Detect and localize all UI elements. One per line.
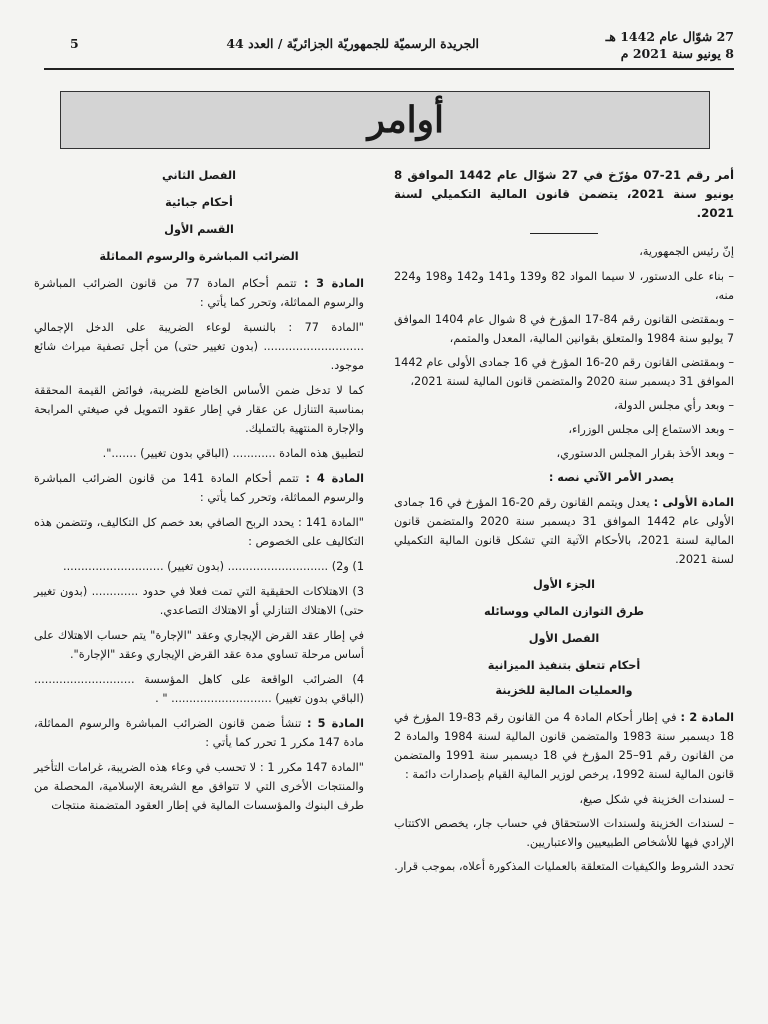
section-banner xyxy=(60,91,710,149)
article-1-text: يعدل ويتمم القانون رقم 20-16 المؤرخ في 16 جمادى الأولى عام 1442 الموافق 31 ديسمبر سنة 2020 والمتضمن قانون المالية لسنة 2021، بالأحكام الآتية التي تشكل قانون المالية التكميلي لسنة 2021. xyxy=(394,496,734,566)
heading-tax-provisions: أحكام جبائية xyxy=(165,196,233,209)
title-separator xyxy=(530,233,598,234)
article-2-closing: تحدد الشروط والكيفيات المتعلقة بالعمليات المذكورة أعلاه، بموجب قرار. xyxy=(394,860,734,873)
article-3-label: المادة 3 : xyxy=(303,277,365,290)
article-5-quote-1: "المادة 147 مكرر 1 : لا تحسب في وعاء هذه الضريبة، غرامات التأخير والمنتجات الأخرى التي لا تتوافق مع الشريعة الإسلامية، المحصلة من طرف البنوك والمؤسسات المالية في إطار العقود المتضمنة منتجات xyxy=(34,761,364,812)
header-date xyxy=(606,28,734,62)
article-1 xyxy=(394,493,734,569)
left-column xyxy=(34,166,364,821)
article-4-quote-2: 1) و2) ............................ (بدون تغيير) ............................ xyxy=(63,560,364,573)
header-date-hijri: 27 شوّال عام 1442 هـ xyxy=(605,29,734,44)
article-1-label: المادة الأولى : xyxy=(653,496,735,509)
article-4-quote-4: في إطار عقد القرض الإيجاري وعقد "الإجارة" يتم حساب الاهتلاك على أساس مرحلة تساوي مدة عقد القرض الإيجاري وعقد "الإجارة". xyxy=(34,629,364,661)
heading-financial-means: طرق التوازن المالي ووسائله xyxy=(483,605,645,618)
heading-chapter-2: الفصل الثاني xyxy=(161,169,237,182)
article-4 xyxy=(34,469,364,507)
banner-title: أوامر xyxy=(367,99,444,141)
article-2 xyxy=(394,708,734,784)
page-header xyxy=(44,26,734,66)
header-date-gregorian: 8 يونيو سنة 2021 م xyxy=(620,46,734,61)
right-column xyxy=(394,166,734,882)
header-gazette-title: الجريدة الرسميّة للجمهوريّة الجزائريّة / العدد 44 xyxy=(226,36,479,51)
heading-part-1: الجزء الأول xyxy=(532,578,596,591)
header-rule xyxy=(44,68,734,70)
article-3-quote-1: "المادة 77 : بالنسبة لوعاء الضريبة على الدخل الإجمالي ............................ (بدون تغيير حتى) من أجل تصفية ميراث شائع موجود. xyxy=(34,321,364,372)
article-3 xyxy=(34,274,364,312)
visa-constitutional-council: – وبعد الأخذ بقرار المجلس الدستوري، xyxy=(556,447,734,460)
article-3-quote-2: كما لا تدخل ضمن الأساس الخاضع للضريبة، فوائض القيمة المحققة بمناسبة التنازل عن عقار في إطار عقود التمويل في صيغتي المرابحة والإجارة المنتهية بالتمليك. xyxy=(34,384,364,435)
heading-chapter-1: الفصل الأول xyxy=(528,632,600,645)
visa-law-84-17: – وبمقتضى القانون رقم 84-17 المؤرخ في 8 شوال عام 1404 الموافق 7 يوليو سنة 1984 والمتعلق بقوانين المالية، المعدل والمتمم، xyxy=(394,313,734,345)
article-4-label: المادة 4 : xyxy=(305,472,365,485)
article-4-quote-1: "المادة 141 : يحدد الربح الصافي بعد خصم كل التكاليف، وتتضمن هذه التكاليف على الخصوص : xyxy=(34,516,364,548)
article-2-item-1: – لسندات الخزينة في شكل صيغ، xyxy=(579,793,734,806)
article-4-quote-5: 4) الضرائب الواقعة على كاهل المؤسسة ............................ (الباقي بدون تغيير) ............................ " . xyxy=(34,673,364,705)
president-line: إنّ رئيس الجمهورية، xyxy=(639,245,734,258)
visa-constitution: – بناء على الدستور، لا سيما المواد 82 و139 و141 و142 و198 و224 منه، xyxy=(394,270,735,302)
heading-budget: أحكام تتعلق بتنفيذ الميزانية xyxy=(487,659,641,672)
heading-treasury: والعمليات المالية للخزينة xyxy=(495,684,633,697)
header-page-number: 5 xyxy=(70,36,79,51)
article-4-quote-3: 3) الاهتلاكات الحقيقية التي تمت فعلا في حدود ............. (بدون تغيير حتى) الاهتلاك التنازلي أو الاهتلاك التصاعدي. xyxy=(34,585,364,617)
visa-ministers: – وبعد الاستماع إلى مجلس الوزراء، xyxy=(568,423,734,436)
article-2-label: المادة 2 : xyxy=(680,711,734,724)
promulgation-line: يصدر الأمر الآتي نصه : xyxy=(548,471,674,484)
article-4-text: تتمم أحكام المادة 141 من قانون الضرائب المباشرة والرسوم المماثلة، وتحرر كما يأتي : xyxy=(34,472,364,504)
article-2-item-2: – لسندات الخزينة ولسندات الاستحقاق في حساب جار، يخصص الاكتتاب الإرادي فيها للأشخاص الطبيعيين والاعتباريين. xyxy=(394,817,734,849)
article-2-text: في إطار أحكام المادة 4 من القانون رقم 83-19 المؤرخ في 18 ديسمبر سنة 1983 والمتضمن قانون المالية لسنة 1984 والمادة 2 من القانون رقم 91–25 المؤرخ في 18 ديسمبر سنة 1991 والمتضمن قانون المالية لسنة 1992، يرخص لوزير المالية القيام بإصدارات دائمة : xyxy=(394,711,735,781)
heading-direct-taxes: الضرائب المباشرة والرسوم المماثلة xyxy=(99,250,299,263)
article-5-label: المادة 5 : xyxy=(307,717,365,730)
article-5 xyxy=(34,714,364,752)
heading-section-1: القسم الأول xyxy=(164,223,234,236)
ordinance-title: أمر رقم 21-07 مؤرّخ في 27 شوّال عام 1442 الموافق 8 يونيو سنة 2021، يتضمن قانون المالية التكميلي لسنة 2021. xyxy=(394,168,734,220)
visa-law-20-16: – وبمقتضى القانون رقم 20-16 المؤرخ في 16 جمادى الأولى عام 1442 الموافق 31 ديسمبر سنة 2020 والمتضمن قانون المالية لسنة 2021، xyxy=(394,356,734,388)
article-3-quote-3: لتطبيق هذه المادة ............ (الباقي بدون تغيير) .......". xyxy=(102,447,364,460)
visa-council-state: – وبعد رأي مجلس الدولة، xyxy=(613,399,734,412)
article-5-text: تنشأ ضمن قانون الضرائب المباشرة والرسوم المماثلة، مادة 147 مكرر 1 تحرر كما يأتي : xyxy=(34,717,364,749)
article-3-text: تتمم أحكام المادة 77 من قانون الضرائب المباشرة والرسوم المماثلة، وتحرر كما يأتي : xyxy=(34,277,364,309)
